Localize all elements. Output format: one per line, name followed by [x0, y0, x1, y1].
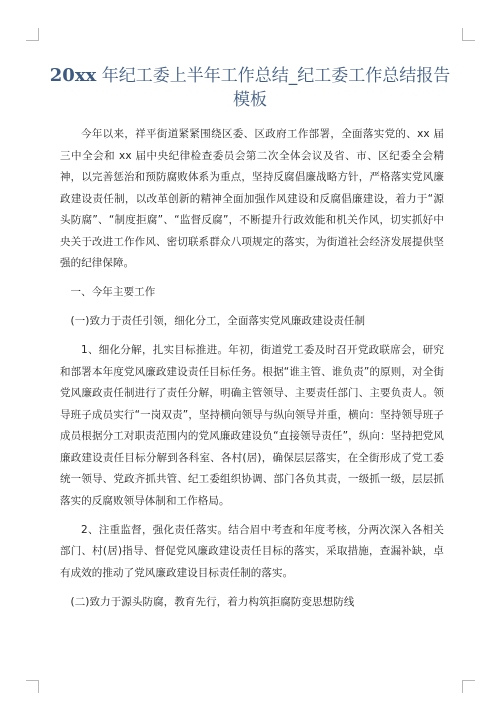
- paragraph-intro: 今年以来，祥平街道紧紧围绕区委、区政府工作部署，全面落实党的、xx 届三中全会和 xx 届中央纪律检查委员会第二次全体会议及省、市、区纪委全会精神，以完善惩治和预防腐败体系为重点，坚持反腐倡廉战略方针，严格落实党风廉政建设责任制，以改革创新的精神全面加强作风建设和反腐倡廉建设，着力于“源头防腐”、“制度拒腐”、“监督反腐”，不断提升行政效能和机关作风，切实抓好中央关于改进工作作风、密切联系群众八项规定的落实，为街道社会经济发展提供坚强的纪律保障。: [60, 128, 444, 269]
- document-body: [60, 124, 444, 621]
- section-heading-main-work: 一、今年主要工作: [70, 286, 156, 298]
- subsection-heading-responsibility: (一)致力于责任引领，细化分工，全面落实党风廉政建设责任制: [70, 315, 366, 327]
- page-corner-mark-top-left: [26, 28, 39, 41]
- page-corner-mark-bottom-right: [462, 680, 475, 693]
- document-title: [40, 64, 460, 112]
- page-corner-mark-bottom-left: [26, 680, 39, 693]
- page-corner-mark-top-right: [462, 28, 475, 41]
- paragraph-item-1: 1、细化分解，扎实目标推进。年初，街道党工委及时召开党政联席会，研究和部署本年度党风廉政建设责任目标任务。根据“谁主管、谁负责”的原则，对全街党风廉政责任制进行了责任分解，明确主管领导、主要责任部门、主要负责人。领导班子成员实行“一岗双责”，坚持横向领导与纵向领导并重，横向：坚持领导班子成员根据分工对职责范围内的党风廉政建设负“直接领导责任”，纵向：坚持把党风廉政建设责任目标分解到各科室、各村(居)，确保层层落实，在全街形成了党工委统一领导、党政齐抓共管、纪工委组织协调、部门各负其责，一级抓一级，层层抓落实的反腐败领导体制和工作格局。: [60, 344, 444, 507]
- subsection-heading-prevention: (二)致力于源头防腐，教育先行，着力构筑拒腐防变思想防线: [70, 595, 355, 608]
- document-title-text: 年纪工委上半年工作总结_纪工委工作总结报告 模板: [96, 66, 451, 110]
- document-title-year: 20xx: [49, 65, 97, 86]
- paragraph-item-2: 2、注重监督，强化责任落实。结合眉中考查和年度考核，分两次深入各相关部门、村(居)指导、督促党风廉政建设责任目标的落实，采取措施，查漏补缺，卓有成效的推动了党风廉政建设目标责任制的落实。: [60, 523, 444, 579]
